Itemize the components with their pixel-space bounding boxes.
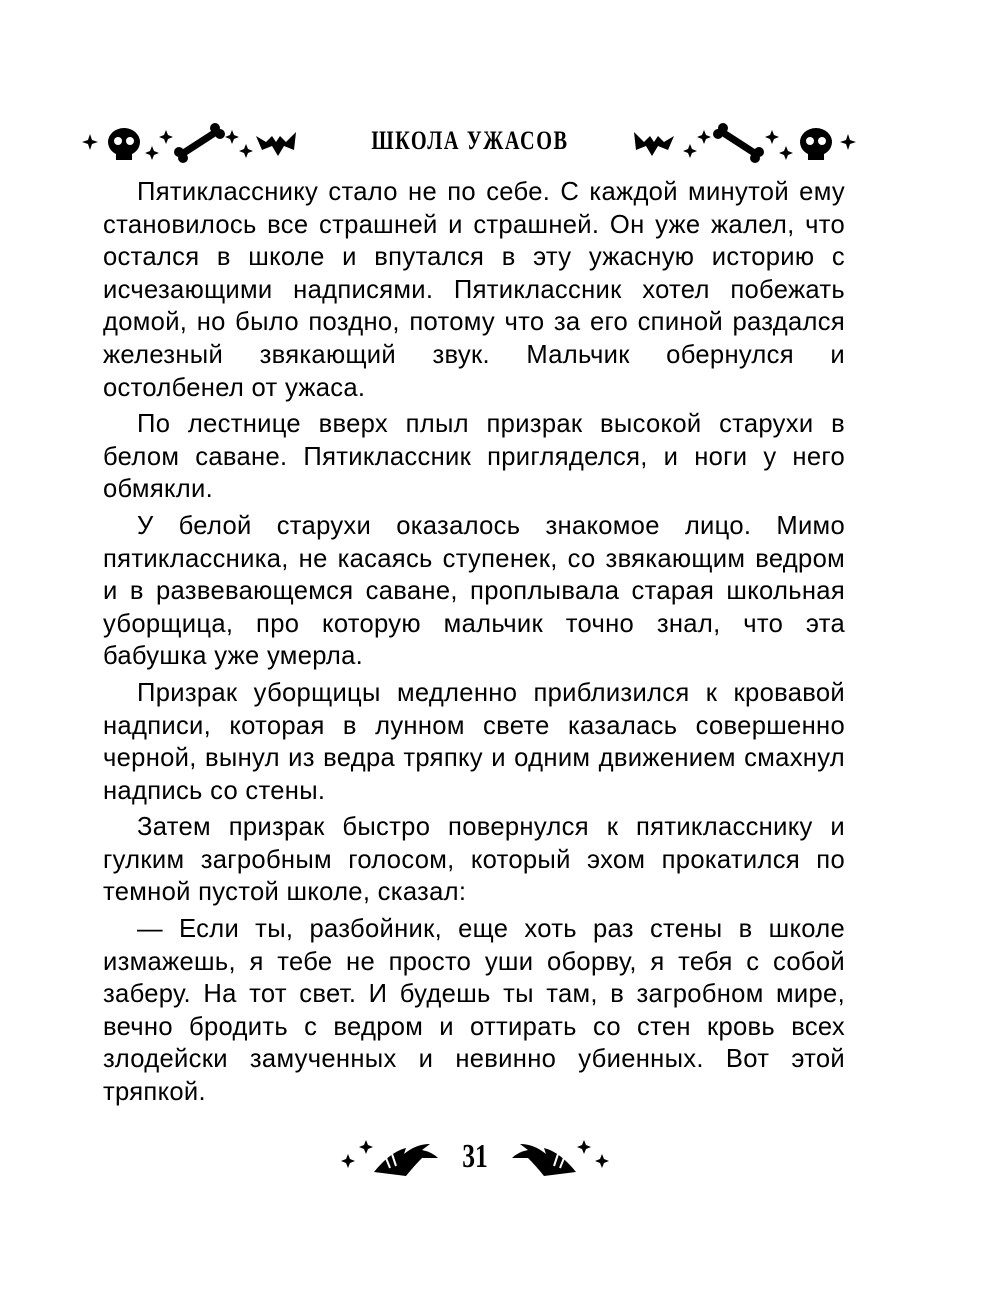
page-header [80,112,860,172]
paragraph: — Если ты, разбойник, еще хоть раз стены в школе измажешь, я тебе не просто уши оборву, я тебя с собой заберу. На тот свет. И будешь ты там, в загробном мире, вечно бродить с ведром и оттирать со стен кровь всех злодейски замученных и невинно убиенных. Вот этой тряпкой. [103,915,845,1107]
sparkle-icon [82,134,98,150]
sparkle-icon [145,146,159,160]
page-number: 31 [462,1138,488,1175]
sparkle-icon [595,1154,609,1168]
sparkle-icon [779,146,793,160]
page-footer [330,1128,620,1188]
sparkle-icon [341,1154,355,1168]
running-title: ШКОЛА УЖАСОВ [371,126,569,155]
paragraph: Пятикласснику стало не по себе. С каждой минутой ему становилось все страшней и страшней. Он уже жалел, что остался в школе и впутался в эту ужасную историю с исчезающими надписями. Пятиклассник хотел побежать домой, но было поздно, потому что за его спиной раздался железный звякающий звук. Мальчик обернулся и остолбенел от ужаса. [103,178,845,402]
skull-icon [108,128,140,160]
sparkle-icon [840,134,856,150]
paragraph: У белой старухи оказалось знакомое лицо. Мимо пятиклассника, не касаясь ступенек, со звякающим ведром и в развевающемся саване, проплывала старая школьная уборщица, про которую мальчик точно знал, что эта бабушка уже умерла. [103,511,845,671]
skull-icon [800,128,832,160]
paragraph: По лестнице вверх плыл призрак высокой старухи в белом саване. Пятиклассник пригляделся, и ноги у него обмякли. [103,410,845,504]
paragraph: Затем призрак быстро повернулся к пятикласснику и гулким загробным голосом, который эхом прокатился по темной пустой школе, сказал: [103,813,845,907]
paragraph: Призрак уборщицы медленно приблизился к кровавой надписи, которая в лунном свете казалась совершенно черной, вынул из ведра тряпку и одним движением смахнул надпись со стены. [103,678,845,805]
body-text [103,176,845,1113]
